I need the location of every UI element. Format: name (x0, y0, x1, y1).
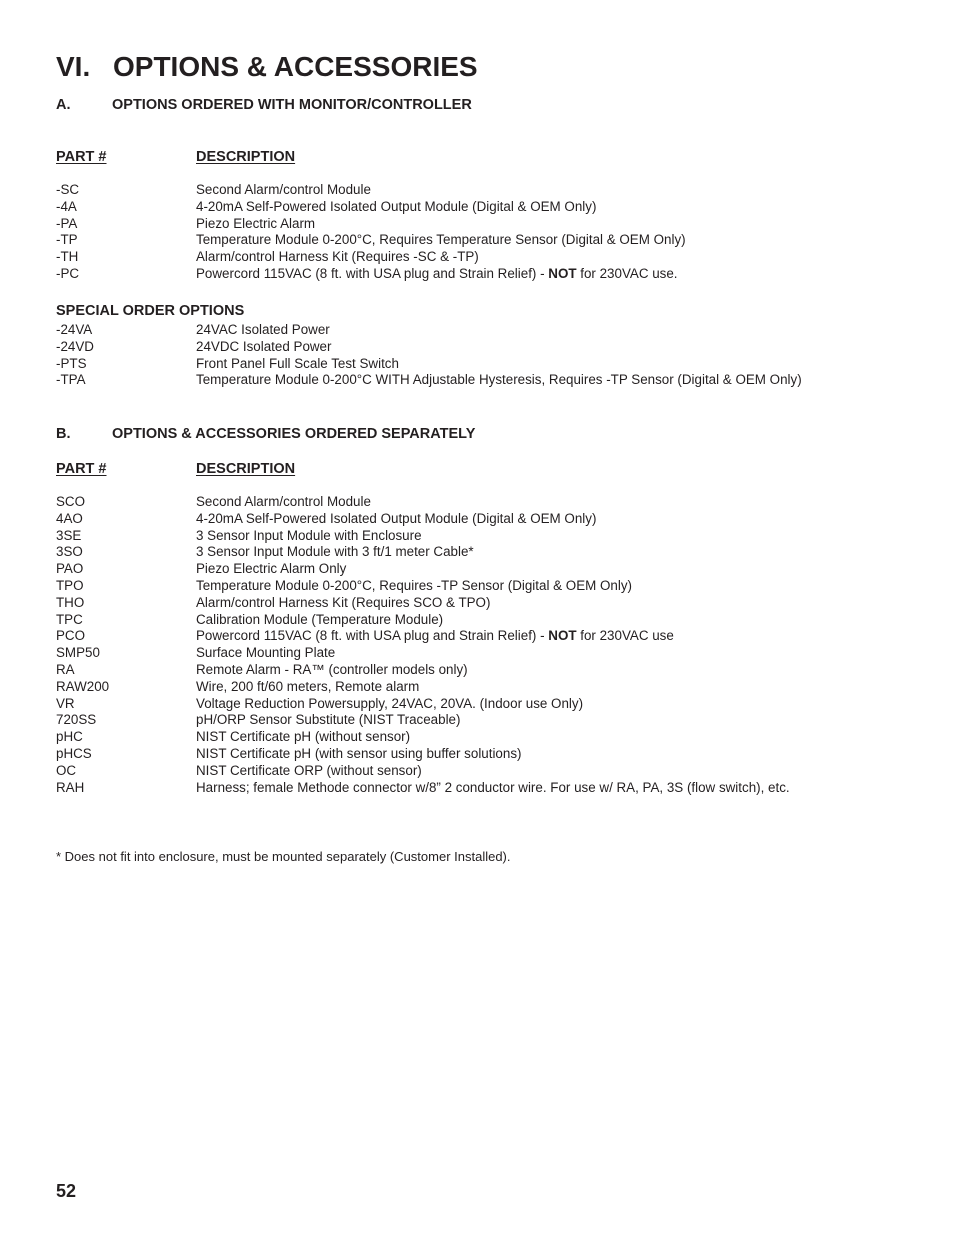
part-number: OC (56, 762, 77, 778)
table-row (56, 494, 906, 511)
section-a-options-list (56, 182, 906, 283)
description-text: Powercord 115VAC (8 ft. with USA plug and Strain Relief) - (196, 265, 549, 281)
section-a-letter: A. (56, 97, 71, 113)
part-number: TPC (56, 611, 83, 627)
part-description: Front Panel Full Scale Test Switch (196, 355, 399, 371)
part-number: PCO (56, 628, 86, 644)
table-row (56, 780, 906, 797)
footnote: * Does not fit into enclosure, must be mounted separately (Customer Installed). (56, 849, 511, 864)
table-row (56, 662, 906, 679)
section-a-heading (56, 96, 472, 114)
part-description: Harness; female Methode connector w/8” 2 conductor wire. For use w/ RA, PA, 3S (flow switch), etc. (196, 779, 790, 795)
table-row (56, 729, 906, 746)
table-row (56, 696, 906, 713)
part-number-column-header: PART # (56, 461, 107, 477)
table-row (56, 216, 906, 233)
part-description: Calibration Module (Temperature Module) (196, 611, 444, 627)
part-description: NIST Certificate pH (without sensor) (196, 729, 411, 745)
part-description: Voltage Reduction Powersupply, 24VAC, 20VA. (Indoor use Only) (196, 695, 584, 711)
table-row (56, 595, 906, 612)
table-row (56, 544, 906, 561)
table-row (56, 528, 906, 545)
table-row (56, 372, 906, 389)
part-number: 720SS (56, 712, 97, 728)
part-description (196, 266, 678, 283)
part-description: Second Alarm/control Module (196, 494, 371, 509)
part-number: SCO (56, 494, 86, 509)
description-text: for 230VAC use. (576, 265, 678, 281)
part-description: 24VAC Isolated Power (196, 322, 330, 337)
part-number: -TPA (56, 372, 86, 388)
part-number: pHC (56, 729, 83, 745)
part-number: 3SE (56, 527, 82, 543)
table-row (56, 356, 906, 373)
part-number: PAO (56, 561, 84, 577)
table-row (56, 199, 906, 216)
part-description: 4-20mA Self-Powered Isolated Output Module (Digital & OEM Only) (196, 510, 597, 526)
description-column-header: DESCRIPTION (196, 461, 296, 477)
part-number: -PA (56, 215, 78, 231)
part-number: -TP (56, 232, 78, 248)
table-row (56, 249, 906, 266)
part-number: -PC (56, 265, 80, 281)
table-row (56, 266, 906, 283)
table-row (56, 339, 906, 356)
part-description: 3 Sensor Input Module with Enclosure (196, 527, 422, 543)
part-description: NIST Certificate ORP (without sensor) (196, 762, 422, 778)
table-row (56, 322, 906, 339)
description-text: Powercord 115VAC (8 ft. with USA plug and Strain Relief) - (196, 628, 549, 644)
part-description: NIST Certificate pH (with sensor using buffer solutions) (196, 745, 522, 761)
table-row (56, 561, 906, 578)
table-row (56, 578, 906, 595)
part-description: Temperature Module 0-200°C, Requires -TP Sensor (Digital & OEM Only) (196, 577, 633, 593)
emphasis-text: NOT (548, 628, 577, 644)
special-order-options-list (56, 322, 906, 389)
section-a-title: OPTIONS ORDERED WITH MONITOR/CONTROLLER (112, 97, 472, 113)
part-number: RAH (56, 779, 85, 795)
page-title-text: OPTIONS & ACCESSORIES (113, 51, 478, 82)
part-number: TPO (56, 577, 84, 593)
part-description: Piezo Electric Alarm (196, 215, 316, 231)
part-number: pHCS (56, 745, 92, 761)
part-description: 3 Sensor Input Module with 3 ft/1 meter Cable* (196, 544, 474, 560)
section-a-column-headers (56, 148, 856, 166)
part-number: -SC (56, 182, 80, 197)
section-b-accessories-list (56, 494, 906, 796)
section-b-column-headers (56, 460, 856, 478)
part-description: Surface Mounting Plate (196, 645, 336, 661)
part-description (196, 628, 674, 645)
part-description: Temperature Module 0-200°C WITH Adjustable Hysteresis, Requires -TP Sensor (Digital & OEM Only) (196, 372, 802, 388)
part-number: THO (56, 594, 85, 610)
part-number: -24VD (56, 338, 94, 354)
part-number: -TH (56, 249, 79, 265)
part-description: Alarm/control Harness Kit (Requires -SC & -TP) (196, 249, 479, 265)
part-number: VR (56, 695, 75, 711)
description-text: for 230VAC use (576, 628, 674, 644)
section-b-letter: B. (56, 426, 71, 442)
part-description: Alarm/control Harness Kit (Requires SCO & TPO) (196, 594, 491, 610)
table-row (56, 763, 906, 780)
table-row (56, 712, 906, 729)
part-number: RA (56, 661, 75, 677)
part-description: Piezo Electric Alarm Only (196, 561, 347, 577)
part-description: 24VDC Isolated Power (196, 338, 332, 354)
emphasis-text: NOT (548, 265, 577, 281)
special-order-options-heading: SPECIAL ORDER OPTIONS (56, 303, 245, 319)
table-row (56, 232, 906, 249)
table-row (56, 612, 906, 629)
part-description: Remote Alarm - RA™ (controller models only) (196, 661, 468, 677)
part-description: Second Alarm/control Module (196, 182, 371, 197)
description-column-header: DESCRIPTION (196, 149, 296, 165)
part-number: SMP50 (56, 645, 100, 661)
table-row (56, 679, 906, 696)
part-number: 3SO (56, 544, 83, 560)
table-row (56, 182, 906, 199)
part-number: -24VA (56, 322, 93, 337)
part-description: pH/ORP Sensor Substitute (NIST Traceable) (196, 712, 461, 728)
section-b-heading (56, 425, 475, 443)
page-number: 52 (56, 1181, 77, 1201)
part-number: RAW200 (56, 678, 110, 694)
table-row (56, 628, 906, 645)
part-number: -4A (56, 198, 77, 214)
section-b-title: OPTIONS & ACCESSORIES ORDERED SEPARATELY (112, 426, 476, 442)
page-title (56, 48, 478, 86)
table-row (56, 746, 906, 763)
part-number-column-header: PART # (56, 149, 107, 165)
table-row (56, 511, 906, 528)
table-row (56, 645, 906, 662)
page-title-number: VI. (56, 51, 91, 82)
part-number: 4AO (56, 510, 83, 526)
part-number: -PTS (56, 355, 87, 371)
part-description: 4-20mA Self-Powered Isolated Output Module (Digital & OEM Only) (196, 198, 597, 214)
part-description: Temperature Module 0-200°C, Requires Temperature Sensor (Digital & OEM Only) (196, 232, 686, 248)
part-description: Wire, 200 ft/60 meters, Remote alarm (196, 678, 420, 694)
